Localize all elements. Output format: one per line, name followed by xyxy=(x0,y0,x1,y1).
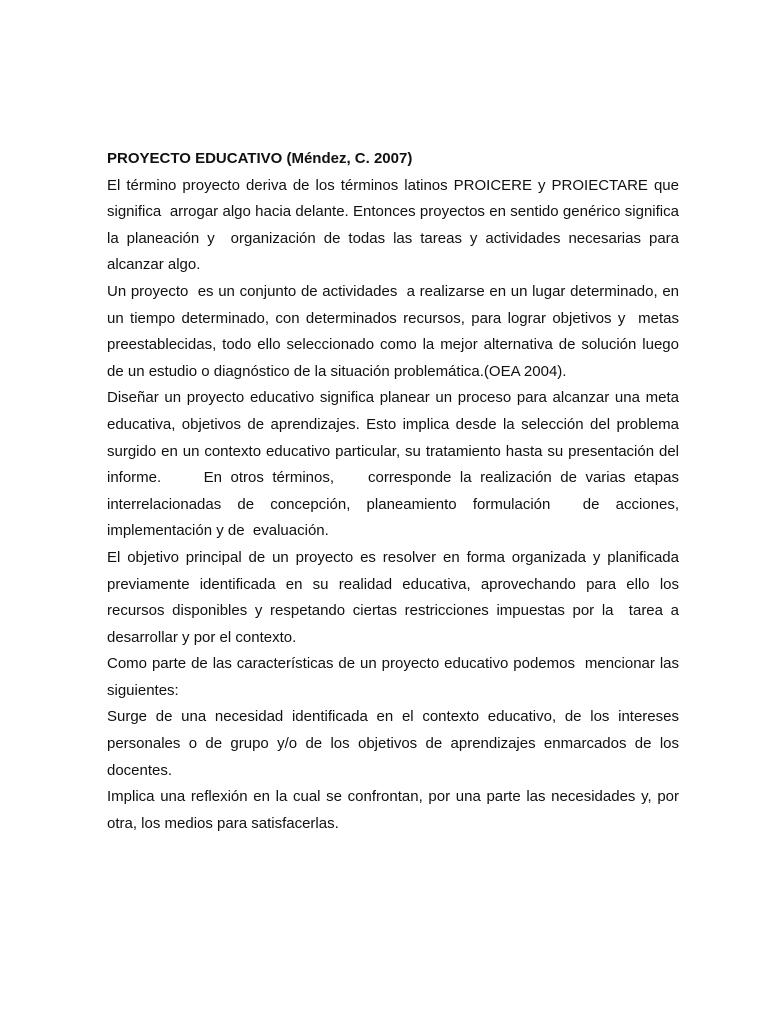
paragraph-reflection: Implica una reflexión en la cual se confrontan, por una parte las necesidades y, por otra, los medios para satisfacerlas. xyxy=(107,788,684,832)
paragraph-need: Surge de una necesidad identificada en el contexto educativo, de los intereses personales o de grupo y/o de los objetivos de aprendizajes enmarcados de los docentes. xyxy=(107,708,684,779)
paragraph-etymology: El término proyecto deriva de los términos latinos PROICERE y PROIECTARE que significa arrogar algo hacia delante. Entonces proyectos en sentido genérico significa la planeación y organización de todas las tareas y actividades necesarias para alcanzar algo. xyxy=(107,176,684,274)
paragraph-design: Diseñar un proyecto educativo significa planear un proceso para alcanzar una meta educativa, objetivos de aprendizajes. Esto implica desde la selección del problema surgido en un contexto educativo particular, su tratamiento hasta su presentación del informe. En otros términos, corresponde la realización de varias etapas interrelacionadas de concepción, planeamiento formulación de acciones, implementación y de evaluación. xyxy=(107,389,684,540)
paragraph-characteristics-intro: Como parte de las características de un proyecto educativo podemos mencionar las siguientes: xyxy=(107,655,684,699)
paragraph-definition: Un proyecto es un conjunto de actividades a realizarse en un lugar determinado, en un tiempo determinado, con determinados recursos, para lograr objetivos y metas preestablecidas, todo ello seleccionado como la mejor alternativa de solución luego de un estudio o diagnóstico de la situación problemática.(OEA 2004). xyxy=(107,282,684,380)
document-title: PROYECTO EDUCATIVO (Méndez, C. 2007) xyxy=(107,150,413,167)
paragraph-objective: El objetivo principal de un proyecto es resolver en forma organizada y planificada previamente identificada en su realidad educativa, aprovechando para ello los recursos disponibles y respetando ciertas restricciones impuestas por la tarea a desarrollar y por el contexto. xyxy=(107,548,684,646)
document-body xyxy=(107,146,684,837)
